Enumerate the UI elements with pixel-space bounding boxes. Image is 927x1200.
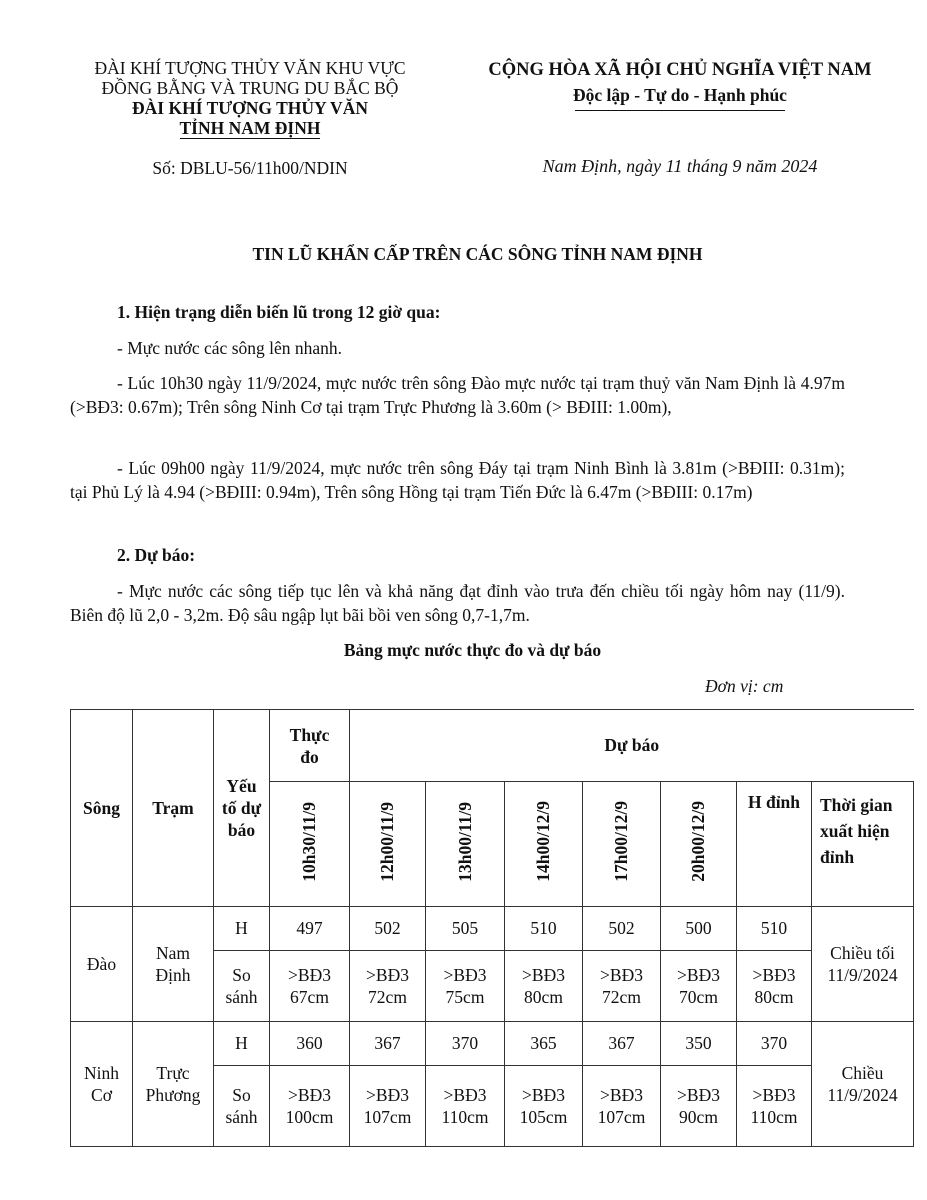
peak-time-cell xyxy=(812,907,914,1022)
table-row xyxy=(71,1022,914,1066)
compare-cell xyxy=(350,951,426,1022)
value-cell: 365 xyxy=(505,1022,583,1066)
compare-cell xyxy=(505,951,583,1022)
header-time-forecast-3 xyxy=(505,782,583,907)
compare-value: 107cm xyxy=(597,1107,646,1127)
time-label: 13h00/11/9 xyxy=(454,801,475,882)
value-cell: 360 xyxy=(270,1022,350,1066)
compare-level: >BĐ3 xyxy=(366,1085,409,1105)
compare-level: >BĐ3 xyxy=(600,1085,643,1105)
time-label: 10h30/11/9 xyxy=(299,801,319,882)
compare-cell xyxy=(270,1066,350,1147)
compare-level: >BĐ3 xyxy=(443,965,487,985)
peak-time-label: Chiều 11/9/2024 xyxy=(827,1063,898,1105)
compare-cell xyxy=(350,1066,426,1147)
header-time-measured xyxy=(270,782,350,907)
header-measured-label: Thực đo xyxy=(289,724,330,767)
compare-level: >BĐ3 xyxy=(288,965,331,985)
header-time-forecast-2 xyxy=(426,782,505,907)
peak-time-label: Chiều tối 11/9/2024 xyxy=(827,943,898,985)
compare-value: 107cm xyxy=(363,1107,412,1127)
compare-value: 72cm xyxy=(368,987,407,1007)
table-row xyxy=(71,907,914,951)
compare-value: 70cm xyxy=(679,987,718,1007)
compare-value: 67cm xyxy=(290,987,329,1007)
peak-time-cell xyxy=(812,1022,914,1147)
agency-line-4: TỈNH NAM ĐỊNH xyxy=(179,118,321,138)
compare-level: >BĐ3 xyxy=(522,965,565,985)
station-label: Trực Phương xyxy=(145,1063,201,1105)
compare-value: 80cm xyxy=(754,987,794,1007)
value-cell: 367 xyxy=(350,1022,426,1066)
header-time-forecast-1 xyxy=(350,782,426,907)
river-cell xyxy=(71,1022,133,1147)
compare-cell xyxy=(426,1066,505,1147)
value-cell: 370 xyxy=(426,1022,505,1066)
factor-cell: H xyxy=(214,1022,270,1066)
header-measured xyxy=(270,710,350,782)
document-title: TIN LŨ KHẨN CẤP TRÊN CÁC SÔNG TỈNH NAM ĐỊNH xyxy=(252,244,703,264)
agency-line-2: ĐỒNG BẰNG VÀ TRUNG DU BẮC BỘ xyxy=(101,78,399,98)
compare-level: >BĐ3 xyxy=(752,1085,796,1105)
document-date: Nam Định, ngày 11 tháng 9 năm 2024 xyxy=(542,156,818,176)
value-cell: 510 xyxy=(505,907,583,951)
compare-cell xyxy=(583,951,661,1022)
water-level-table xyxy=(70,709,914,1147)
station-cell xyxy=(133,1022,214,1147)
header-peak: H đỉnh xyxy=(737,782,812,907)
compare-value: 100cm xyxy=(285,1107,334,1127)
factor-cell: H xyxy=(214,907,270,951)
factor-label: So sánh xyxy=(225,965,258,1007)
compare-cell xyxy=(661,1066,737,1147)
compare-value: 80cm xyxy=(524,987,563,1007)
national-motto: Độc lập - Tự do - Hạnh phúc xyxy=(573,85,787,105)
time-label: 17h00/12/9 xyxy=(611,801,631,882)
section-1-heading: 1. Hiện trạng diễn biến lũ trong 12 giờ qua: xyxy=(117,302,441,322)
compare-cell xyxy=(737,1066,812,1147)
value-cell: 367 xyxy=(583,1022,661,1066)
compare-cell xyxy=(270,951,350,1022)
header-factor xyxy=(214,710,270,907)
value-cell: 510 xyxy=(737,907,812,951)
header-station: Trạm xyxy=(133,710,214,907)
value-cell: 497 xyxy=(270,907,350,951)
header-time-forecast-4 xyxy=(583,782,661,907)
header-river: Sông xyxy=(71,710,133,907)
compare-level: >BĐ3 xyxy=(522,1085,565,1105)
factor-cell xyxy=(214,951,270,1022)
compare-cell xyxy=(505,1066,583,1147)
table-caption: Bảng mực nước thực đo và dự báo xyxy=(343,640,602,660)
section-1-paragraph-1: - Mực nước các sông lên nhanh. xyxy=(117,338,343,358)
issuing-agency-block xyxy=(60,58,440,178)
section-2-paragraph-1: - Mực nước các sông tiếp tục lên và khả năng đạt đỉnh vào trưa đến chiều tối ngày hôm nay (11/9). Biên độ lũ 2,0 - 3,2m. Độ sâu ngập lụt bãi bồi ven sông 0,7-1,7m. xyxy=(70,581,845,625)
value-cell: 350 xyxy=(661,1022,737,1066)
compare-level: >BĐ3 xyxy=(677,1085,720,1105)
compare-cell xyxy=(426,951,505,1022)
compare-level: >BĐ3 xyxy=(752,965,796,985)
value-cell: 500 xyxy=(661,907,737,951)
nation-name: CỘNG HÒA XÃ HỘI CHỦ NGHĨA VIỆT NAM xyxy=(488,60,872,80)
factor-cell xyxy=(214,1066,270,1147)
station-label: Nam Định xyxy=(155,943,191,985)
compare-cell xyxy=(737,951,812,1022)
section-1-paragraph-2: - Lúc 10h30 ngày 11/9/2024, mực nước trên sông Đào mực nước tại trạm thuỷ văn Nam Định là 4.97m (>BĐ3: 0.67m); Trên sông Ninh Cơ tại trạm Trực Phương là 3.60m (> BĐIII: 1.00m), xyxy=(70,373,845,417)
factor-label: So sánh xyxy=(225,1085,258,1127)
compare-level: >BĐ3 xyxy=(288,1085,331,1105)
header-peak-time-label: Thời gian xuất hiện đỉnh xyxy=(820,795,893,867)
river-label: Ninh Cơ xyxy=(84,1063,119,1105)
time-label: 20h00/12/9 xyxy=(688,801,708,882)
section-2-heading: 2. Dự báo: xyxy=(117,545,196,565)
agency-line-3: ĐÀI KHÍ TƯỢNG THỦY VĂN xyxy=(132,98,368,118)
header-peak-time xyxy=(812,782,914,907)
value-cell: 502 xyxy=(350,907,426,951)
compare-value: 90cm xyxy=(679,1107,718,1127)
table-unit: Đơn vị: cm xyxy=(705,676,784,696)
compare-value: 110cm xyxy=(750,1107,798,1127)
value-cell: 505 xyxy=(426,907,505,951)
compare-level: >BĐ3 xyxy=(366,965,409,985)
value-cell: 370 xyxy=(737,1022,812,1066)
station-cell xyxy=(133,907,214,1022)
compare-level: >BĐ3 xyxy=(677,965,720,985)
motto-underline xyxy=(575,110,785,111)
compare-level: >BĐ3 xyxy=(600,965,643,985)
value-cell: 502 xyxy=(583,907,661,951)
time-label: 12h00/11/9 xyxy=(377,801,397,882)
agency-line-1: ĐÀI KHÍ TƯỢNG THỦY VĂN KHU VỰC xyxy=(94,58,406,78)
compare-cell xyxy=(583,1066,661,1147)
national-header-block xyxy=(455,58,905,111)
river-cell: Đào xyxy=(71,907,133,1022)
compare-cell xyxy=(661,951,737,1022)
compare-value: 105cm xyxy=(519,1107,568,1127)
header-time-forecast-5 xyxy=(661,782,737,907)
compare-level: >BĐ3 xyxy=(443,1085,487,1105)
compare-value: 75cm xyxy=(445,987,485,1007)
document-number: Số: DBLU-56/11h00/NDIN xyxy=(152,158,348,178)
time-label: 14h00/12/9 xyxy=(533,801,553,882)
compare-value: 72cm xyxy=(602,987,641,1007)
compare-value: 110cm xyxy=(441,1107,489,1127)
header-factor-label: Yếu tố dự báo xyxy=(221,776,262,840)
header-forecast: Dự báo xyxy=(350,710,914,782)
section-1-paragraph-3: - Lúc 09h00 ngày 11/9/2024, mực nước trên sông Đáy tại trạm Ninh Bình là 3.81m (>BĐIII: 0.31m); tại Phủ Lý là 4.94 (>BĐIII: 0.94m), Trên sông Hồng tại trạm Tiến Đức là 6.47m (>BĐIII: 0.17m) xyxy=(70,458,845,502)
